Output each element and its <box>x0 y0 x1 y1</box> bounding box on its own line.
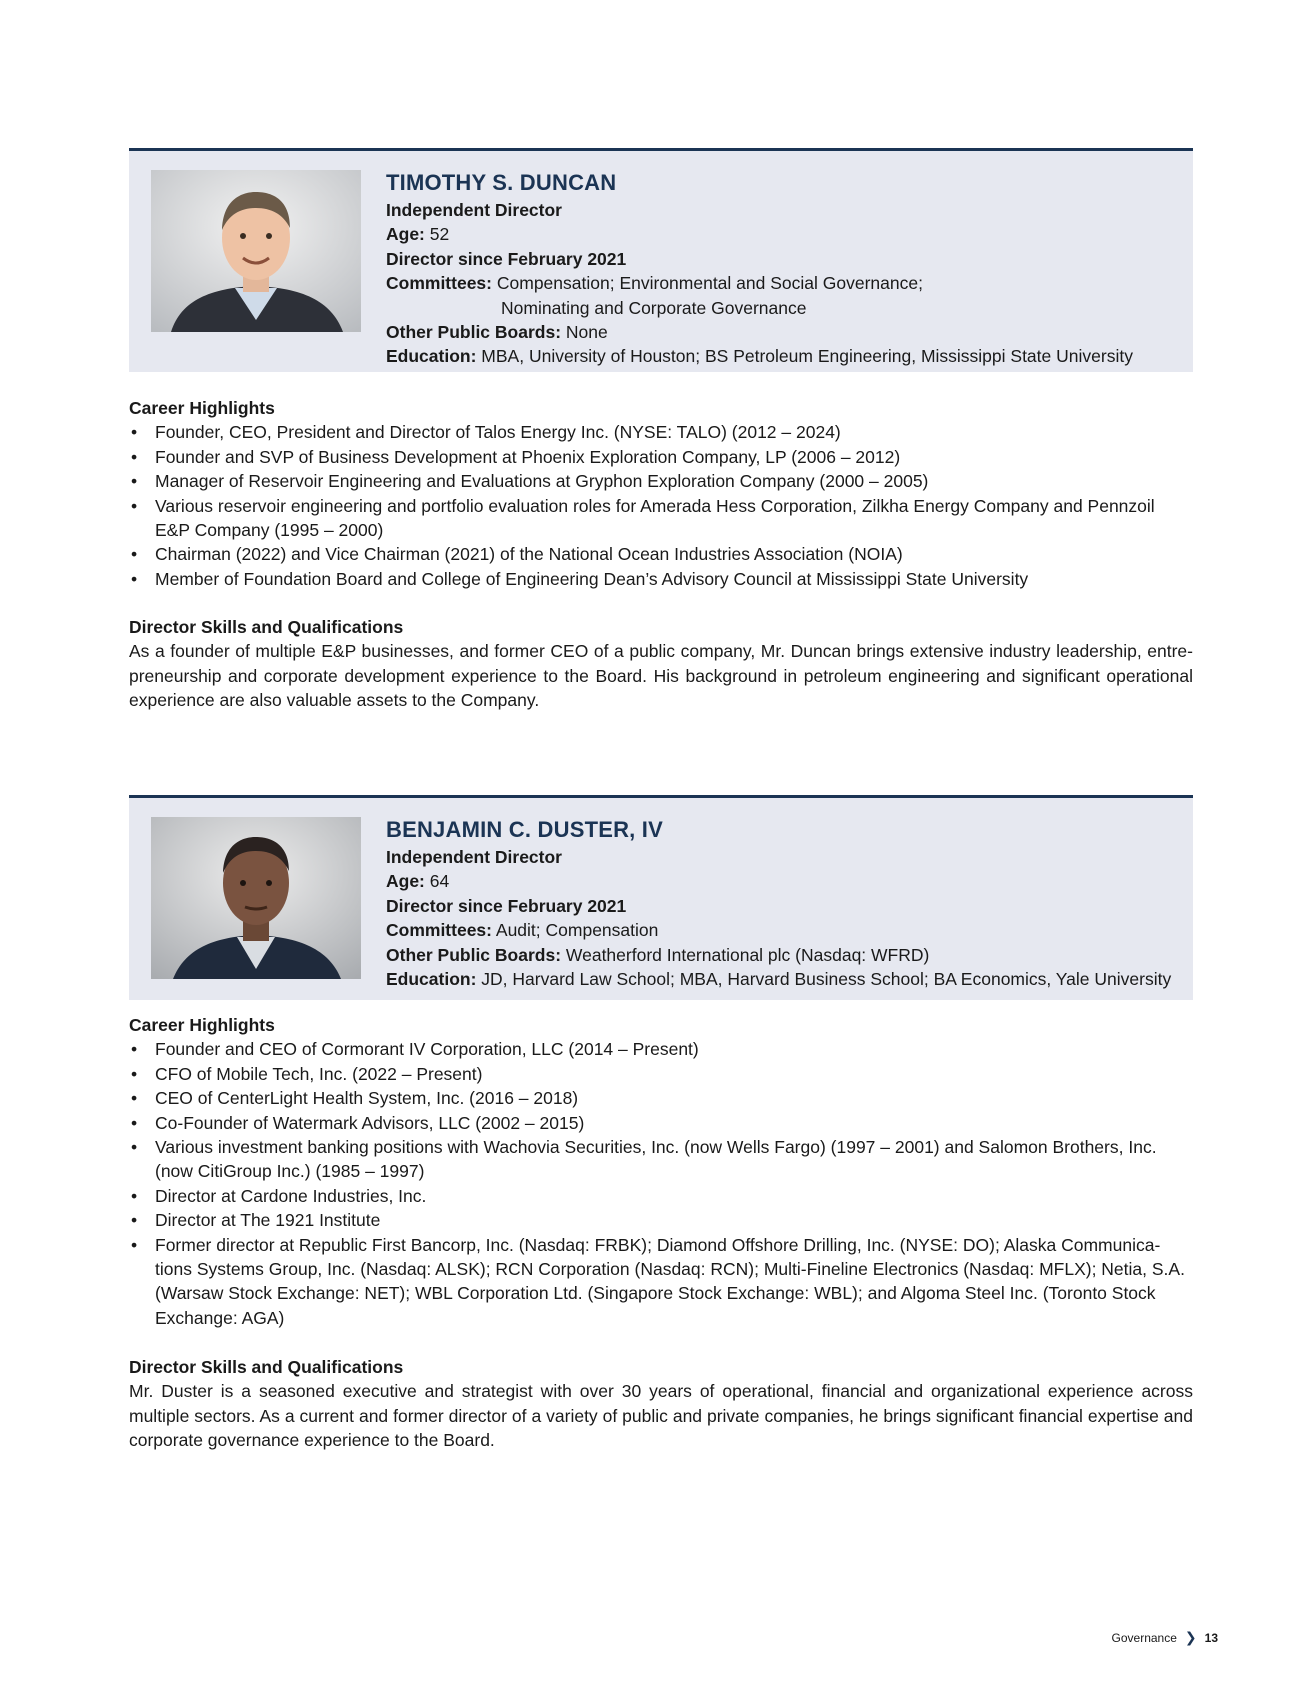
skills-text: As a founder of multiple E&P businesses, and former CEO of a public company, Mr. Duncan brings extensive industry leadership, entre-preneurship and corporate development experience to the Board. His background in petroleum engineering and significant operational experience are also valuable assets to the Company. <box>129 641 1193 711</box>
page-footer <box>1112 1629 1218 1646</box>
director-photo <box>151 817 361 979</box>
career-item: • Founder and CEO of Cormorant IV Corporation, LLC (2014 – Present) <box>129 1037 1193 1061</box>
director-name: BENJAMIN C. DUSTER, IV <box>386 817 663 842</box>
career-item: • Founder and SVP of Business Development at Phoenix Exploration Company, LP (2006 – 2012) <box>129 445 1193 469</box>
career-highlights <box>129 1013 1193 1330</box>
director-committees: Committees: Audit; Compensation <box>386 920 659 941</box>
career-highlights-title: Career Highlights <box>129 398 275 418</box>
skills-title: Director Skills and Qualifications <box>129 617 404 637</box>
career-item: • Various investment banking positions with Wachovia Securities, Inc. (now Wells Fargo) (1997 – 2001) and Salomon Brothers, Inc. (now CitiGroup Inc.) (1985 – 1997) <box>129 1135 1193 1184</box>
career-item: • Director at Cardone Industries, Inc. <box>129 1184 1193 1208</box>
page-number: 13 <box>1204 1630 1218 1645</box>
director-education: Education: JD, Harvard Law School; MBA, Harvard Business School; BA Economics, Yale University <box>386 969 1172 990</box>
director-profile-duster <box>129 795 1193 1451</box>
career-item: • CFO of Mobile Tech, Inc. (2022 – Present) <box>129 1062 1193 1086</box>
director-role: Independent Director <box>386 847 562 867</box>
director-age: Age: 52 <box>386 224 450 245</box>
director-name: TIMOTHY S. DUNCAN <box>386 170 617 195</box>
career-item: • Chairman (2022) and Vice Chairman (2021) of the National Ocean Industries Association (NOIA) <box>129 542 1193 566</box>
chevron-right-icon: ❯ <box>1184 1629 1197 1645</box>
skills-text: Mr. Duster is a seasoned executive and strategist with over 30 years of operational, financial and organizational experience across multiple sectors. As a current and former director of a variety of public and private companies, he brings significant financial expertise and corporate governance experience to the Board. <box>129 1381 1193 1451</box>
director-other-boards: Other Public Boards: Weatherford International plc (Nasdaq: WFRD) <box>386 944 930 965</box>
career-item: • CEO of CenterLight Health System, Inc. (2016 – 2018) <box>129 1086 1193 1110</box>
career-item: • Director at The 1921 Institute <box>129 1208 1193 1232</box>
career-item: • Manager of Reservoir Engineering and Evaluations at Gryphon Exploration Company (2000 – 2005) <box>129 469 1193 493</box>
director-committees-continued: Nominating and Corporate Governance <box>501 297 807 318</box>
bio-card <box>129 795 1193 1000</box>
career-highlights <box>129 396 1193 591</box>
skills-qualifications <box>129 1355 1193 1453</box>
career-item: • Former director at Republic First Bancorp, Inc. (Nasdaq: FRBK); Diamond Offshore Drilling, Inc. (NYSE: DO); Alaska Communica-tions Systems Group, Inc. (Nasdaq: ALSK); RCN Corporation (Nasdaq: RCN); Multi-Fineline Electronics (Nasdaq: MFLX); Netia, S.A. (Warsaw Stock Exchange: NET); WBL Corporation Ltd. (Singapore Stock Exchange: WBL); and Algoma Steel Inc. (Toronto Stock Exchange: AGA) <box>129 1233 1193 1331</box>
career-item: • Various reservoir engineering and portfolio evaluation roles for Amerada Hess Corporation, Zilkha Energy Company and Pennzoil E&P Company (1995 – 2000) <box>129 494 1193 543</box>
career-item: • Co-Founder of Watermark Advisors, LLC (2002 – 2015) <box>129 1111 1193 1135</box>
skills-title: Director Skills and Qualifications <box>129 1357 404 1377</box>
director-age: Age: 64 <box>386 871 450 892</box>
director-education: Education: MBA, University of Houston; BS Petroleum Engineering, Mississippi State University <box>386 346 1133 367</box>
director-other-boards: Other Public Boards: None <box>386 322 608 343</box>
director-since: Director since February 2021 <box>386 248 627 269</box>
director-since: Director since February 2021 <box>386 895 627 916</box>
director-committees: Committees: Compensation; Environmental and Social Governance; <box>386 273 923 294</box>
director-info <box>386 169 1183 369</box>
director-profile-duncan <box>129 148 1193 711</box>
skills-qualifications <box>129 615 1193 713</box>
career-item: • Member of Foundation Board and College of Engineering Dean’s Advisory Council at Mississippi State University <box>129 567 1193 591</box>
footer-section-link[interactable]: Governance <box>1111 1630 1177 1645</box>
career-highlights-title: Career Highlights <box>129 1015 275 1035</box>
bio-card <box>129 148 1193 372</box>
director-photo <box>151 170 361 332</box>
director-info <box>386 816 1183 991</box>
director-role: Independent Director <box>386 200 562 220</box>
career-item: • Founder, CEO, President and Director of Talos Energy Inc. (NYSE: TALO) (2012 – 2024) <box>129 420 1193 444</box>
